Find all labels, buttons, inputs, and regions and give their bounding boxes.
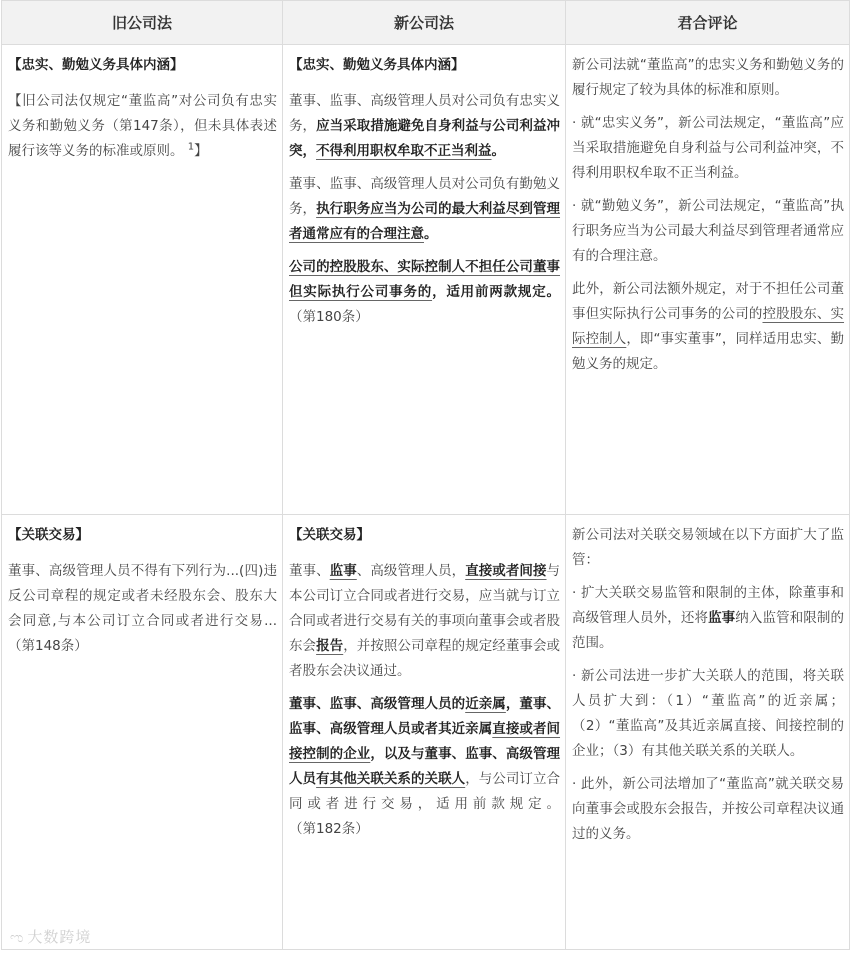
comparison-table (1, 0, 850, 950)
cell-comment-related (566, 515, 850, 950)
cell-old-fiduciary (2, 45, 283, 515)
comment-para-2: · 就“忠实义务”，新公司法规定，“董监高”应当采取措施避免自身利益与公司利益冲突，不得利用职权牟取不正当利益。 (572, 115, 844, 181)
section-title: 【关联交易】 (289, 527, 370, 543)
new-law-para-1: 董事、监事、高级管理人员，直接或者间接与本公司订立合同或者进行交易，应当就与订立合同或者进行交易有关的事项向董事会或者股东会报告，并按照公司章程的规定经董事会或者股东会决议通过。 (289, 563, 561, 679)
comment-para-2: · 扩大关联交易监管和限制的主体，除董事和高级管理人员外，还将监事纳入监管和限制的范围。 (572, 585, 845, 651)
header-row (2, 1, 850, 45)
new-law-para-2: 董事、监事、高级管理人员的近亲属，董事、监事、高级管理人员或者其近亲属直接或者间接控制的企业，以及与董事、监事、高级管理人员有其他关联关系的关联人，与公司订立合同或者进行交易，适用前款规定。（第182条） (289, 696, 561, 837)
comment-para-3: · 新公司法进一步扩大关联人的范围，将关联人员扩大到：（1）“董监高”的近亲属；（2）“董监高”及其近亲属直接、间接控制的企业；（3）有其他关联关系的关联人。 (572, 668, 844, 759)
comment-para-1: 新公司法就“董监高”的忠实义务和勤勉义务的履行规定了较为具体的标准和原则。 (572, 57, 844, 98)
table-row-fiduciary-duty (2, 45, 850, 515)
header-new-law: 新公司法 (283, 1, 566, 45)
table-row-related-transactions (2, 515, 850, 950)
cell-new-related (283, 515, 566, 950)
cell-old-related (2, 515, 283, 950)
cell-new-fiduciary (283, 45, 566, 515)
section-title: 【忠实、勤勉义务具体内涵】 (8, 57, 184, 73)
footnote-ref[interactable]: 1 (187, 141, 195, 153)
section-title: 【忠实、勤勉义务具体内涵】 (289, 57, 465, 73)
weibo-icon: ಌ (10, 930, 25, 946)
section-title: 【关联交易】 (8, 527, 89, 543)
header-commentary: 君合评论 (566, 1, 850, 45)
comment-para-4: 此外，新公司法额外规定，对于不担任公司董事但实际执行公司事务的公司的控股股东、实际控制人，即“事实董事”，同样适用忠实、勤勉义务的规定。 (572, 281, 845, 372)
header-old-law: 旧公司法 (2, 1, 283, 45)
old-law-text: 【旧公司法仅规定“董监高”对公司负有忠实义务和勤勉义务（第147条），但未具体表述履行该等义务的标准或原则。 $^1$】 (8, 93, 277, 159)
watermark-text: 大数跨境 (27, 928, 92, 946)
comment-para-4: · 此外，新公司法增加了“董监高”就关联交易向董事会或股东会报告，并按公司章程决议通过的义务。 (572, 776, 844, 842)
cell-comment-fiduciary (566, 45, 850, 515)
comment-para-1: 新公司法对关联交易领域在以下方面扩大了监管： (572, 527, 844, 568)
watermark (10, 926, 91, 947)
comment-para-3: · 就“勤勉义务”，新公司法规定，“董监高”执行职务应当为公司最大利益尽到管理者通常应有的合理注意。 (572, 198, 844, 264)
new-law-para-3: 公司的控股股东、实际控制人不担任公司董事但实际执行公司事务的，适用前两款规定。（第180条） (289, 259, 561, 325)
new-law-para-2: 董事、监事、高级管理人员对公司负有勤勉义务，执行职务应当为公司的最大利益尽到管理者通常应有的合理注意。 (289, 176, 561, 242)
old-law-text: 董事、高级管理人员不得有下列行为...(四)违反公司章程的规定或者未经股东会、股东大会同意,与本公司订立合同或者进行交易...（第148条） (8, 563, 277, 654)
new-law-para-1: 董事、监事、高级管理人员对公司负有忠实义务，应当采取措施避免自身利益与公司利益冲突，不得利用职权牟取不正当利益。 (289, 93, 561, 159)
